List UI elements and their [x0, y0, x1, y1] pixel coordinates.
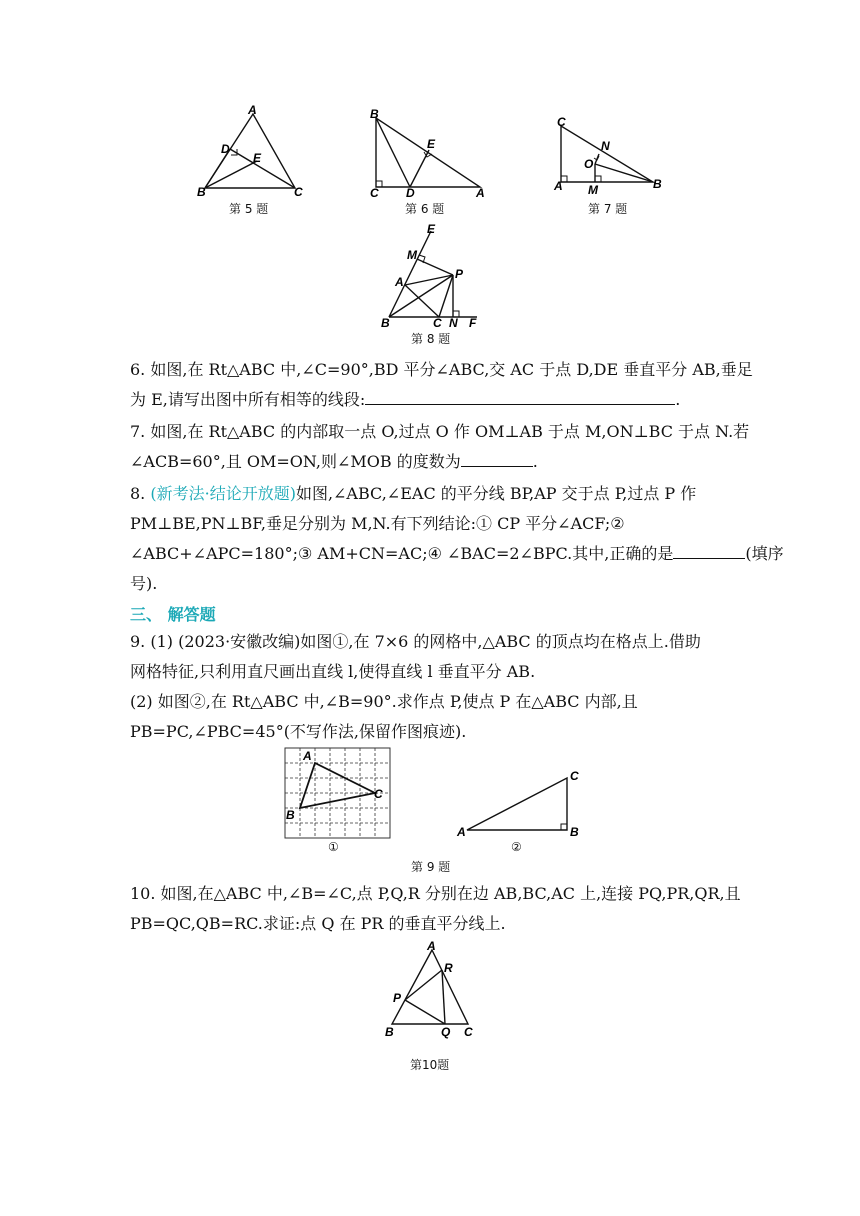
- fig6-label-a: A: [476, 186, 485, 200]
- fig8-label-m: M: [407, 248, 417, 262]
- q6-line-2-text: 为 E,请写出图中所有相等的线段:: [130, 390, 366, 409]
- fig8-label-p: P: [455, 267, 464, 281]
- fig9-tri-label-a: A: [457, 825, 466, 839]
- fig8-label-e: E: [427, 222, 436, 236]
- figure-5-diagram: [195, 104, 315, 200]
- figure-10-diagram: [380, 940, 480, 1040]
- fig9-grid-label-b: B: [286, 808, 295, 822]
- fig10-label-q: Q: [441, 1025, 451, 1039]
- q6-line-2-end: .: [675, 390, 681, 409]
- figure-7: [549, 114, 669, 198]
- fig8-label-b: B: [381, 316, 390, 330]
- fig6-label-c: C: [370, 186, 379, 200]
- fig9-tri-label-b: B: [570, 825, 579, 839]
- q6-line-1: 6. 如图,在 Rt△ABC 中,∠C=90°,BD 平分∠ABC,交 AC 于点 D,DE 垂直平分 AB,垂足: [130, 360, 753, 379]
- q7-answer-blank[interactable]: [461, 452, 533, 467]
- fig9-grid-label-c: C: [374, 787, 383, 801]
- figure-8-caption: 第 8 题: [411, 332, 451, 346]
- fig5-label-b: B: [197, 185, 206, 199]
- figure-10-caption: 第10题: [410, 1058, 450, 1072]
- fig6-label-d: D: [406, 186, 415, 200]
- figure-9-caption: 第 9 题: [411, 860, 451, 874]
- q6-line-2: [130, 390, 680, 410]
- fig8-label-f: F: [469, 316, 477, 330]
- fig10-label-c: C: [464, 1025, 473, 1039]
- q6-answer-blank[interactable]: [365, 390, 675, 405]
- fig10-label-r: R: [444, 961, 453, 975]
- q7-line-2-text: ∠ACB=60°,且 OM=ON,则∠MOB 的度数为: [130, 452, 461, 471]
- fig9-grid-label-a: A: [303, 749, 312, 763]
- q7-line-2: [130, 452, 538, 472]
- q8-answer-blank[interactable]: [673, 544, 745, 559]
- fig7-label-c: C: [557, 115, 566, 129]
- fig5-label-d: D: [221, 142, 230, 156]
- figure-7-diagram: [549, 114, 669, 198]
- figure-9-triangle-diagram: [455, 770, 585, 840]
- fig5-label-e: E: [253, 151, 262, 165]
- fig5-label-c: C: [294, 185, 303, 199]
- figure-6: [366, 108, 492, 198]
- q8-line-3: [130, 544, 784, 564]
- figure-5: [195, 104, 315, 200]
- figure-8-diagram: [377, 222, 481, 330]
- figure-9-sub2: ②: [511, 840, 522, 854]
- fig7-label-o: O: [584, 157, 594, 171]
- section-heading: 三、 解答题: [130, 605, 216, 624]
- q8-line-3-text: ∠ABC+∠APC=180°;③ AM+CN=AC;④ ∠BAC=2∠BPC.其中,正确的是: [130, 544, 674, 563]
- fig6-label-e: E: [427, 137, 436, 151]
- q7-line-2-end: .: [532, 452, 538, 471]
- figure-10: [380, 940, 480, 1040]
- q7-line-1: 7. 如图,在 Rt△ABC 的内部取一点 O,过点 O 作 OM⊥AB 于点 M,ON⊥BC 于点 N.若: [130, 422, 750, 441]
- q10-line-2: PB=QC,QB=RC.求证:点 Q 在 PR 的垂直平分线上.: [130, 914, 506, 933]
- q8-tag: (新考法·结论开放题): [150, 484, 296, 503]
- fig9-tri-label-c: C: [570, 769, 579, 783]
- fig5-label-a: A: [248, 103, 257, 117]
- figure-5-caption: 第 5 题: [229, 202, 269, 216]
- q10-line-1: 10. 如图,在△ABC 中,∠B=∠C,点 P,Q,R 分别在边 AB,BC,AC 上,连接 PQ,PR,QR,且: [130, 884, 741, 903]
- q9-line-2: 网格特征,只利用直尺画出直线 l,使得直线 l 垂直平分 AB.: [130, 662, 536, 681]
- fig10-label-a: A: [427, 939, 436, 953]
- q9-line-1: 9. (1) (2023·安徽改编)如图①,在 7×6 的网格中,△ABC 的顶点均在格点上.借助: [130, 632, 701, 651]
- figure-9-grid: [280, 742, 390, 846]
- figure-9-sub1: ①: [328, 840, 339, 854]
- figure-8: [377, 222, 481, 330]
- figure-7-caption: 第 7 题: [588, 202, 628, 216]
- q8-line-3-end: (填序: [745, 544, 784, 563]
- q8-number: 8.: [130, 484, 146, 503]
- figure-9-grid-diagram: [280, 742, 390, 846]
- q8-line-1: [130, 484, 696, 504]
- fig7-label-m: M: [588, 183, 598, 197]
- fig8-label-c: C: [433, 316, 442, 330]
- fig6-label-b: B: [370, 107, 379, 121]
- figure-6-caption: 第 6 题: [405, 202, 445, 216]
- fig8-label-a: A: [395, 275, 404, 289]
- q9-line-3: (2) 如图②,在 Rt△ABC 中,∠B=90°.求作点 P,使点 P 在△ABC 内部,且: [130, 692, 638, 711]
- fig7-label-b: B: [653, 177, 662, 191]
- fig10-label-b: B: [385, 1025, 394, 1039]
- q8-line-2: PM⊥BE,PN⊥BF,垂足分别为 M,N.有下列结论:① CP 平分∠ACF;②: [130, 514, 625, 533]
- q9-line-4: PB=PC,∠PBC=45°(不写作法,保留作图痕迹).: [130, 722, 467, 741]
- fig8-label-n: N: [449, 316, 458, 330]
- fig10-label-p: P: [393, 991, 402, 1005]
- q8-line-4: 号).: [130, 574, 158, 593]
- fig7-label-a: A: [554, 179, 563, 193]
- figure-6-diagram: [366, 108, 492, 198]
- fig7-label-n: N: [601, 139, 610, 153]
- q8-line-1-rest: 如图,∠ABC,∠EAC 的平分线 BP,AP 交于点 P,过点 P 作: [295, 484, 697, 503]
- figure-9-triangle: [455, 770, 585, 840]
